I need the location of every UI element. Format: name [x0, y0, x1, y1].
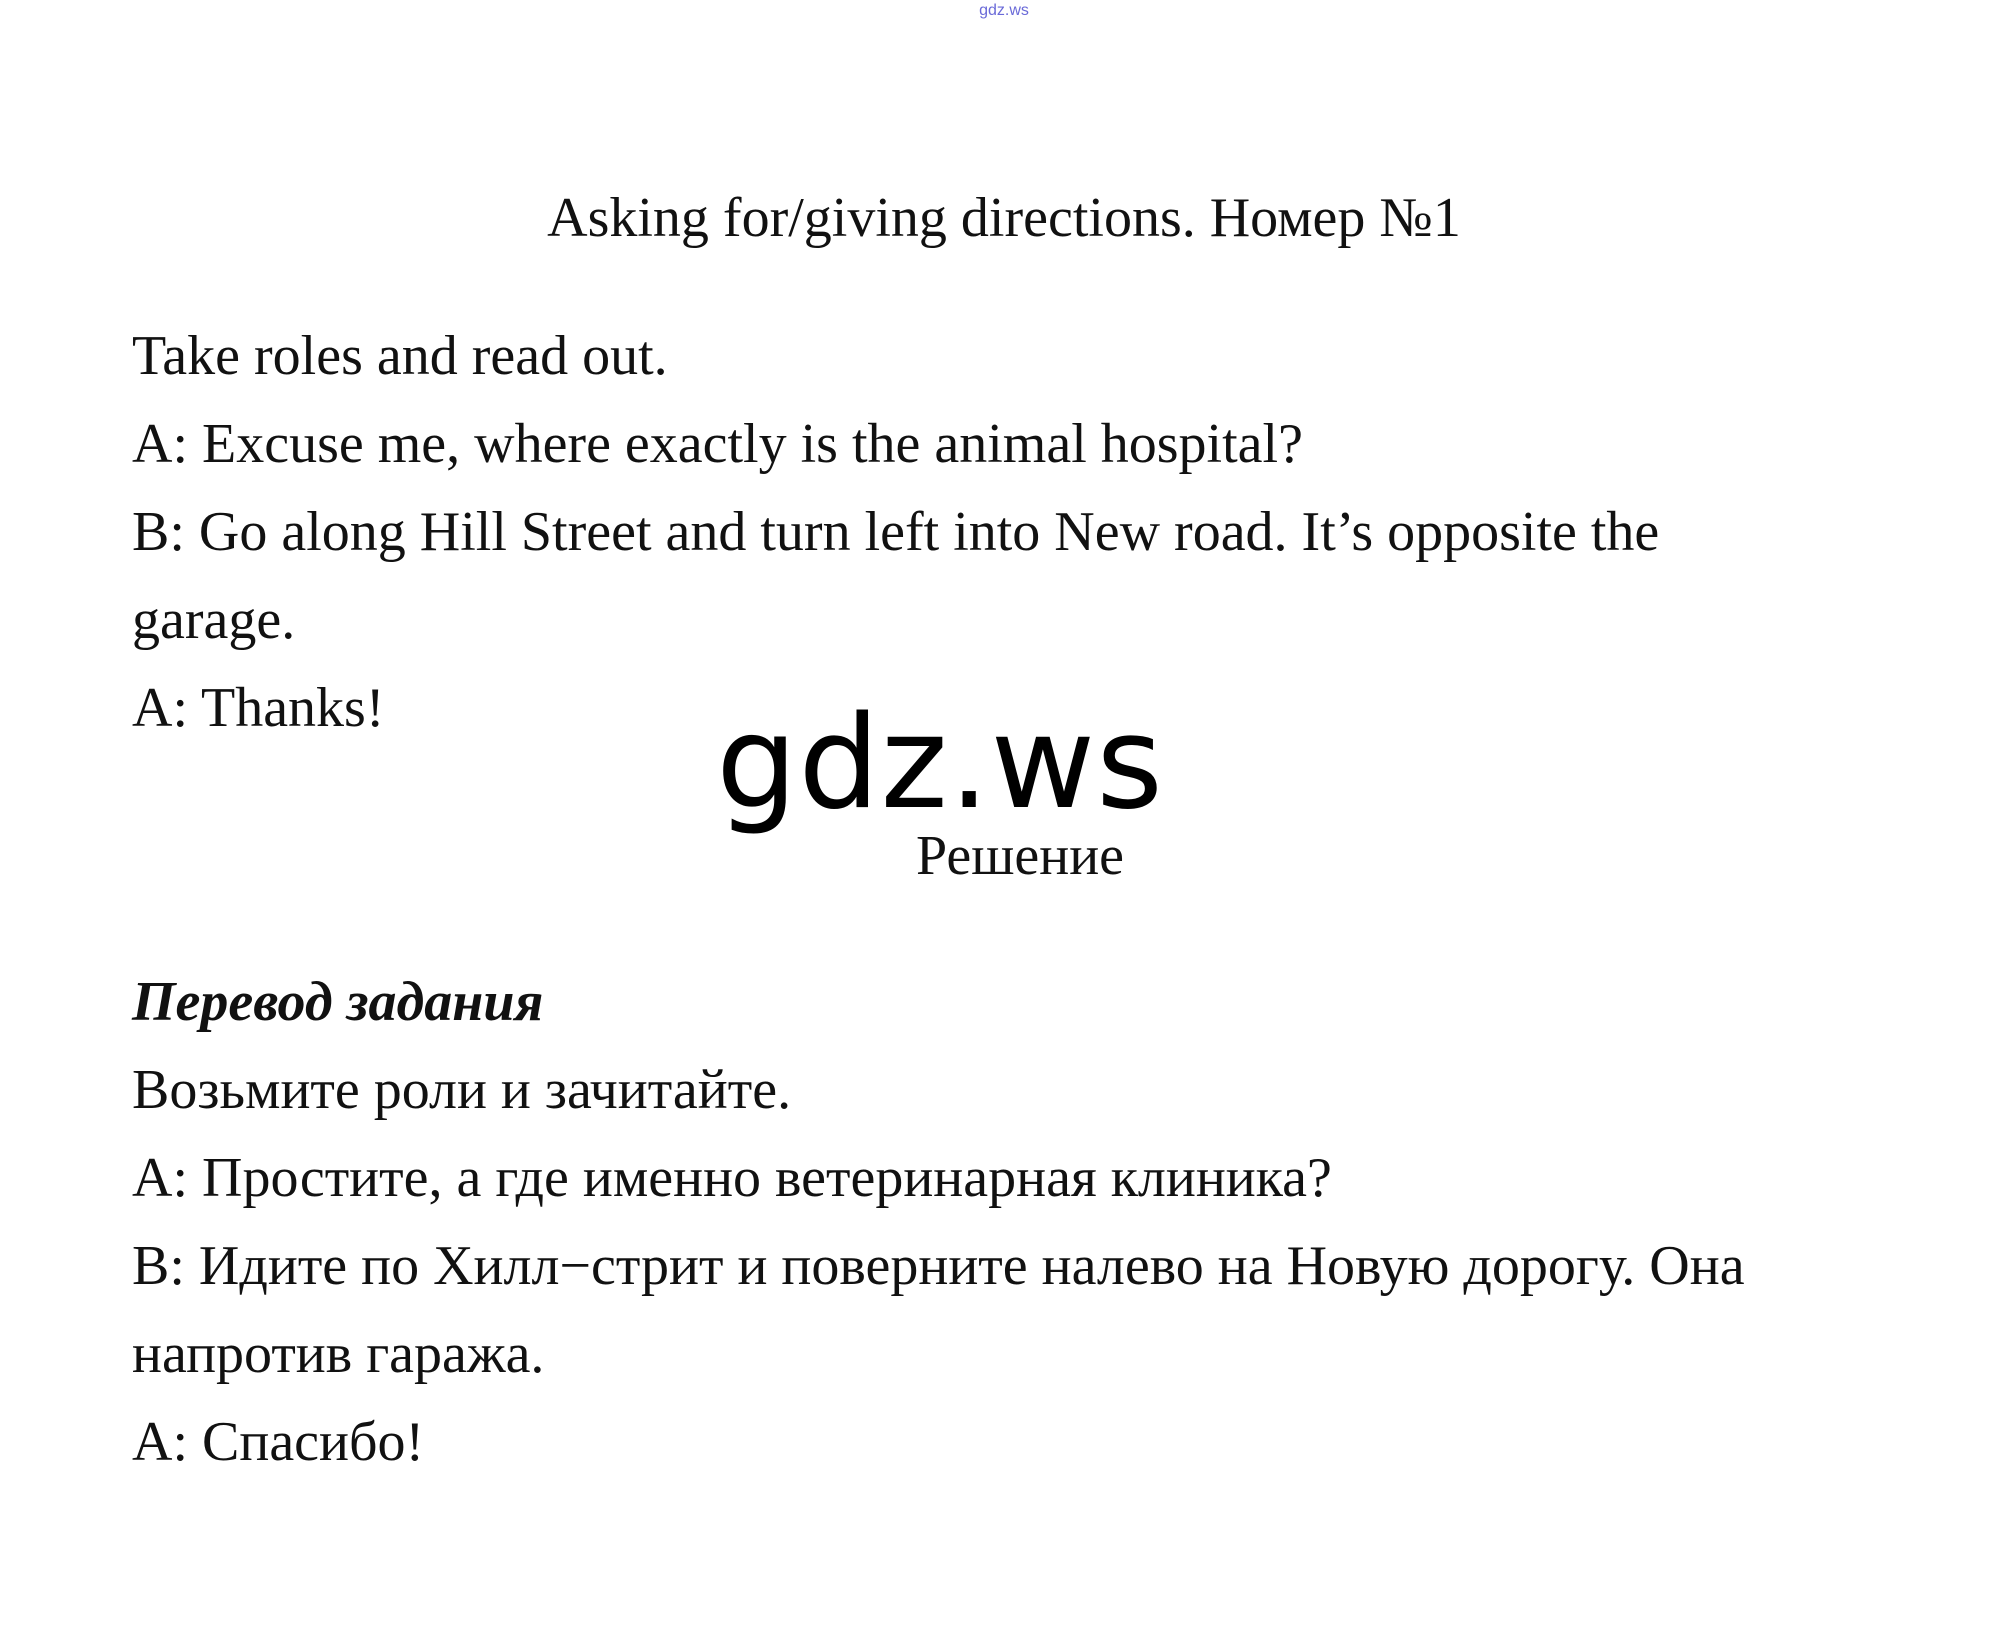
translation-heading: Перевод задания [132, 971, 544, 1033]
task-text [132, 312, 1932, 752]
translation-text [132, 958, 1932, 1486]
translation-line: А: Простите, а где именно ветеринарная клиника? [132, 1147, 1332, 1209]
watermark-logo: gdz.ws [716, 689, 1164, 838]
site-link[interactable]: gdz.ws [979, 2, 1029, 19]
dialogue-line: A: Excuse me, where exactly is the animal hospital? [132, 413, 1303, 475]
translation-instruction: Возьмите роли и зачитайте. [132, 1059, 792, 1121]
translation-line: напротив гаража. [132, 1323, 545, 1385]
dialogue-line: A: Thanks! [132, 677, 385, 739]
translation-line: В: Идите по Хилл−стрит и поверните налево на Новую дорогу. Она [132, 1235, 1745, 1297]
page-title: Asking for/giving directions. Номер №1 [547, 187, 1461, 249]
task-instruction: Take roles and read out. [132, 325, 668, 387]
dialogue-line: B: Go along Hill Street and turn left into New road. It’s opposite the [132, 501, 1660, 563]
dialogue-line: garage. [132, 589, 296, 651]
translation-line: А: Спасибо! [132, 1411, 425, 1473]
solution-label: Решение [915, 825, 1125, 887]
